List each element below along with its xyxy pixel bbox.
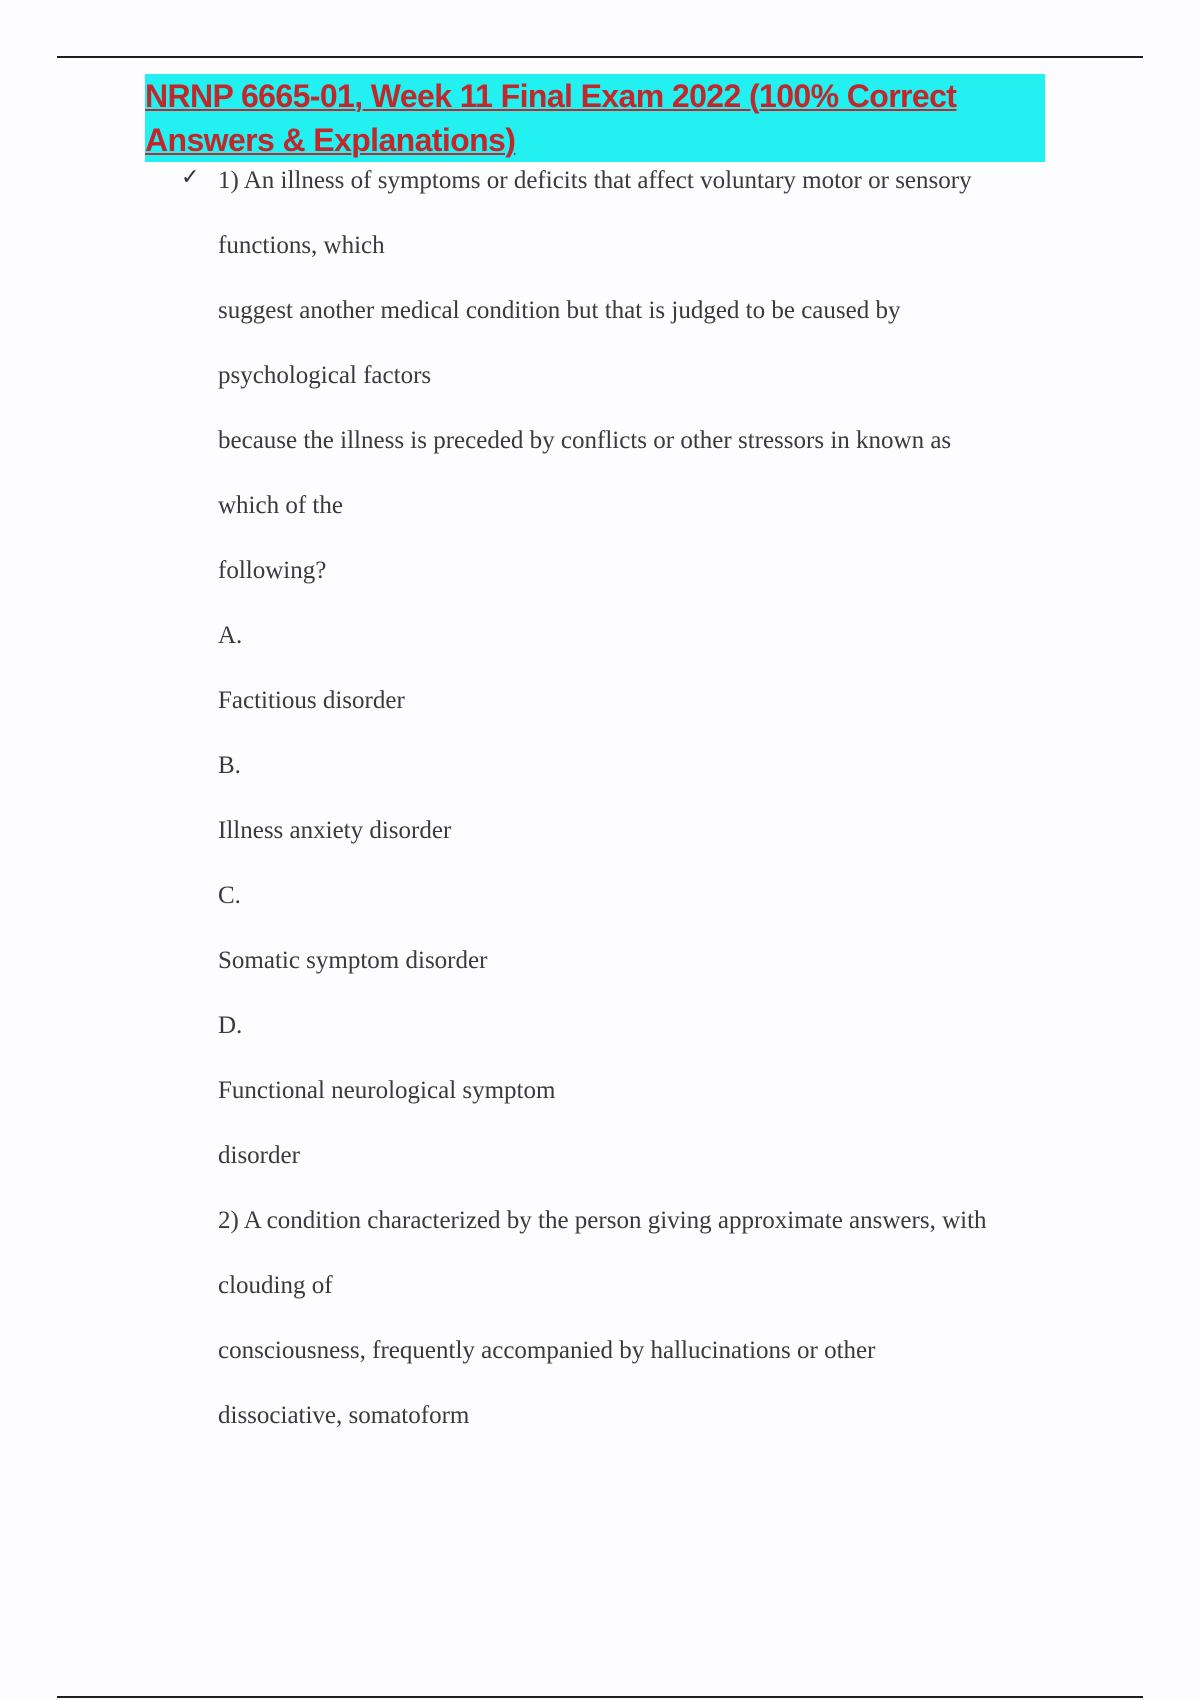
question-2-line: dissociative, somatoform bbox=[218, 1402, 470, 1429]
option-d-text: Functional neurological symptom bbox=[218, 1077, 556, 1104]
question-1-line: because the illness is preceded by conflicts or other stressors in known as bbox=[218, 427, 952, 454]
title-line-2: Answers & Explanations) bbox=[145, 118, 1045, 162]
option-d-text: disorder bbox=[218, 1142, 300, 1169]
question-1-line: 1) An illness of symptoms or deficits that affect voluntary motor or sensory bbox=[218, 167, 972, 194]
question-1-line: following? bbox=[218, 557, 327, 584]
question-1-line: functions, which bbox=[218, 232, 385, 259]
option-c-text: Somatic symptom disorder bbox=[218, 947, 488, 974]
bottom-rule bbox=[57, 1696, 1143, 1698]
option-b-text: Illness anxiety disorder bbox=[218, 817, 452, 844]
question-1-line: psychological factors bbox=[218, 362, 432, 389]
option-a-letter: A. bbox=[218, 622, 243, 649]
checkmark-icon: ✓ bbox=[181, 165, 200, 190]
question-2-line: consciousness, frequently accompanied by hallucinations or other bbox=[218, 1337, 876, 1364]
question-2-line: 2) A condition characterized by the person giving approximate answers, with bbox=[218, 1207, 987, 1234]
question-1-line: which of the bbox=[218, 492, 343, 519]
question-1-line: suggest another medical condition but that is judged to be caused by bbox=[218, 297, 901, 324]
title-line-1: NRNP 6665-01, Week 11 Final Exam 2022 (100% Correct bbox=[145, 74, 1045, 118]
option-a-text: Factitious disorder bbox=[218, 687, 405, 714]
question-body bbox=[218, 148, 1118, 1448]
option-c-letter: C. bbox=[218, 882, 241, 909]
option-d-letter: D. bbox=[218, 1012, 243, 1039]
question-2-line: clouding of bbox=[218, 1272, 333, 1299]
option-b-letter: B. bbox=[218, 752, 241, 779]
top-rule bbox=[57, 56, 1143, 58]
